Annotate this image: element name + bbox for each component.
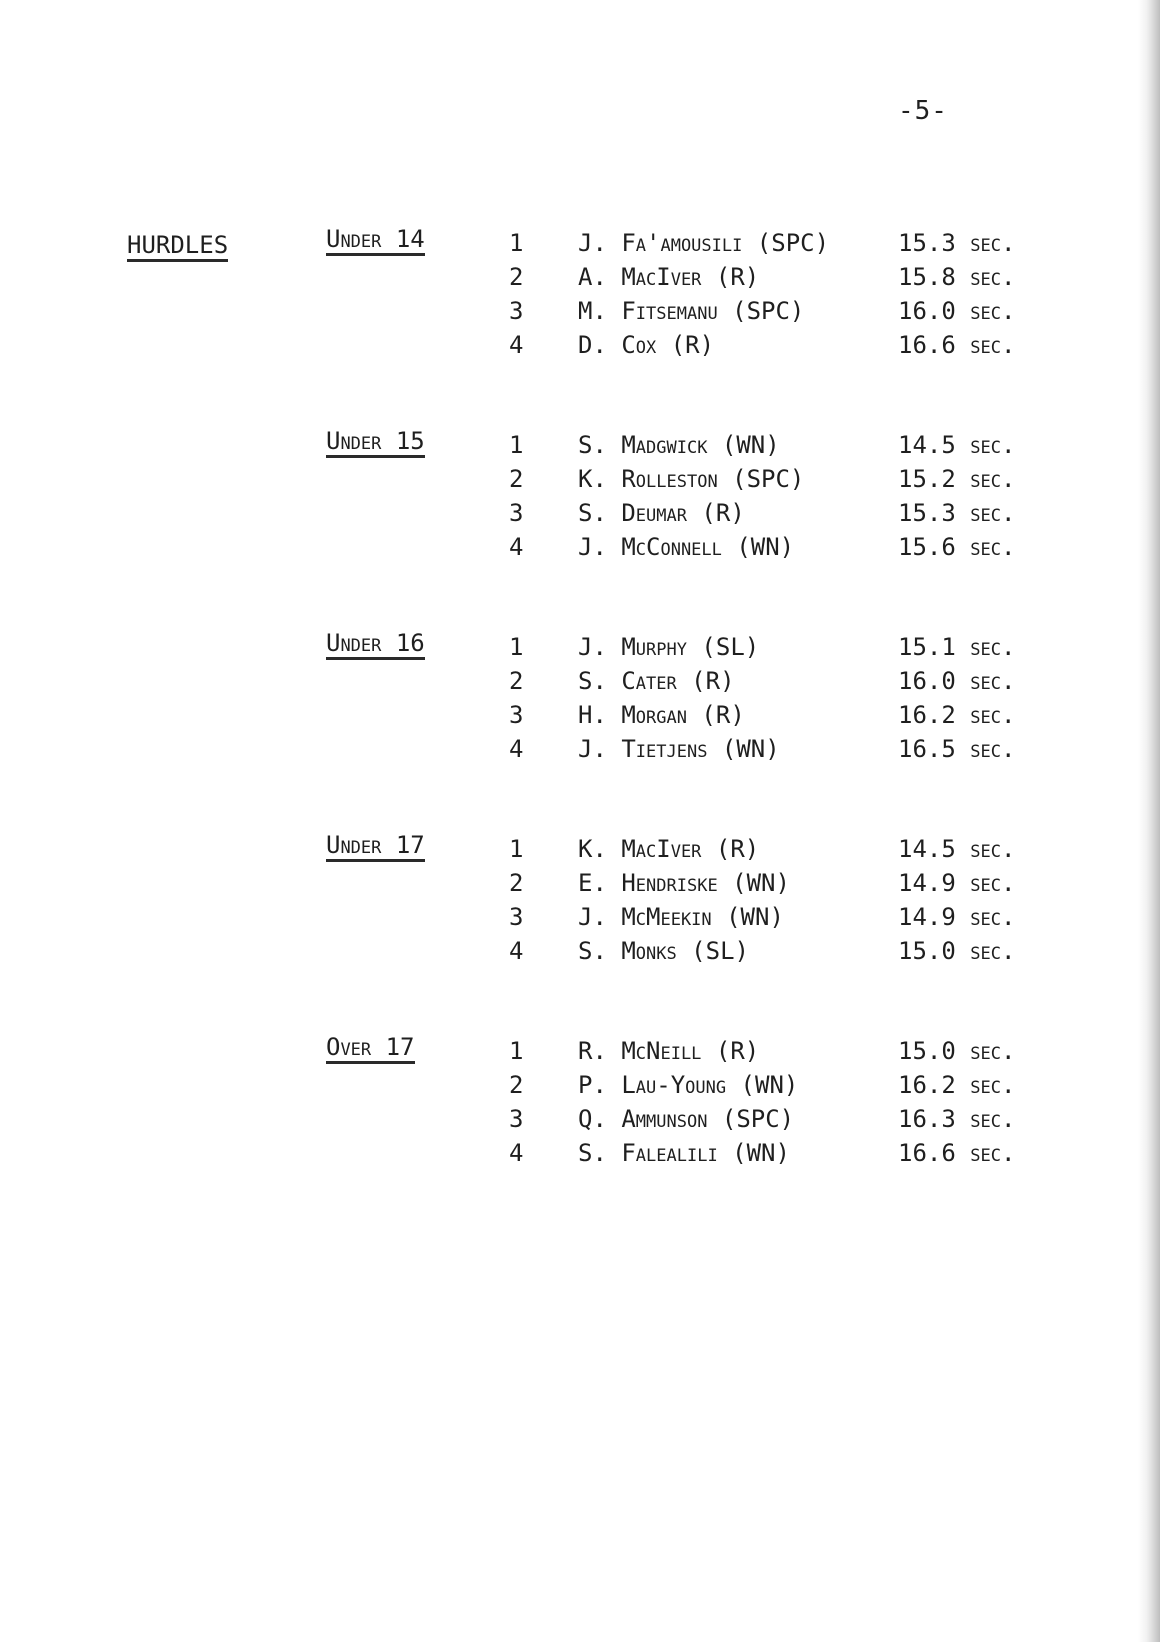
result-time: 16.0 sec. — [898, 667, 1016, 695]
athlete-name: J. Fa'amousili (SPC) — [578, 229, 830, 257]
result-row — [0, 832, 1100, 866]
result-row — [0, 226, 1100, 260]
result-time: 15.6 sec. — [898, 533, 1016, 561]
result-row — [0, 462, 1100, 496]
athlete-name: H. Morgan (R) — [578, 701, 745, 729]
athlete-name: P. Lau-Young (WN) — [578, 1071, 799, 1099]
result-row — [0, 1136, 1100, 1170]
result-rank: 1 — [509, 1037, 524, 1065]
result-time: 16.2 sec. — [898, 701, 1016, 729]
result-time: 15.3 sec. — [898, 499, 1016, 527]
result-rank: 3 — [509, 499, 524, 527]
result-time: 16.0 sec. — [898, 297, 1016, 325]
result-row — [0, 1068, 1100, 1102]
athlete-name: S. Deumar (R) — [578, 499, 745, 527]
result-rank: 4 — [509, 1139, 524, 1167]
result-time: 15.3 sec. — [898, 229, 1016, 257]
athlete-name: S. Madgwick (WN) — [578, 431, 780, 459]
result-rank: 3 — [509, 1105, 524, 1133]
result-row — [0, 260, 1100, 294]
result-time: 15.0 sec. — [898, 937, 1016, 965]
result-rank: 4 — [509, 735, 524, 763]
result-row — [0, 900, 1100, 934]
athlete-name: J. McConnell (WN) — [578, 533, 795, 561]
athlete-name: S. Falealili (WN) — [578, 1139, 790, 1167]
result-time: 16.3 sec. — [898, 1105, 1016, 1133]
athlete-name: R. McNeill (R) — [578, 1037, 760, 1065]
result-rank: 4 — [509, 937, 524, 965]
athlete-name: A. MacIver (R) — [578, 263, 760, 291]
result-time: 16.6 sec. — [898, 1139, 1016, 1167]
result-rank: 3 — [509, 903, 524, 931]
result-rank: 3 — [509, 701, 524, 729]
group-title: Under 17 — [326, 832, 425, 862]
result-row — [0, 934, 1100, 968]
result-time: 14.9 sec. — [898, 869, 1016, 897]
result-row — [0, 698, 1100, 732]
group-title: Over 17 — [326, 1034, 415, 1064]
page-edge-shadow — [1138, 0, 1160, 1642]
result-rank: 2 — [509, 263, 524, 291]
result-row — [0, 530, 1100, 564]
result-time: 15.8 sec. — [898, 263, 1016, 291]
result-rank: 3 — [509, 297, 524, 325]
athlete-name: S. Monks (SL) — [578, 937, 749, 965]
result-row — [0, 496, 1100, 530]
result-time: 14.5 sec. — [898, 835, 1016, 863]
group-title: Under 14 — [326, 226, 425, 256]
result-rank: 1 — [509, 431, 524, 459]
result-rank: 4 — [509, 533, 524, 561]
result-time: 14.9 sec. — [898, 903, 1016, 931]
result-rank: 1 — [509, 633, 524, 661]
result-row — [0, 866, 1100, 900]
result-row — [0, 1034, 1100, 1068]
result-row — [0, 328, 1100, 362]
result-rank: 2 — [509, 1071, 524, 1099]
athlete-name: S. Cater (R) — [578, 667, 735, 695]
result-time: 15.2 sec. — [898, 465, 1016, 493]
result-time: 16.6 sec. — [898, 331, 1016, 359]
athlete-name: Q. Ammunson (SPC) — [578, 1105, 795, 1133]
result-rank: 4 — [509, 331, 524, 359]
athlete-name: D. Cox (R) — [578, 331, 715, 359]
result-time: 16.2 sec. — [898, 1071, 1016, 1099]
result-time: 15.0 sec. — [898, 1037, 1016, 1065]
result-time: 14.5 sec. — [898, 431, 1016, 459]
event-title: HURDLES — [127, 232, 228, 262]
result-row — [0, 428, 1100, 462]
athlete-name: J. McMeekin (WN) — [578, 903, 784, 931]
result-row — [0, 630, 1100, 664]
athlete-name: J. Murphy (SL) — [578, 633, 760, 661]
group-title: Under 15 — [326, 428, 425, 458]
athlete-name: M. Fitsemanu (SPC) — [578, 297, 805, 325]
athlete-name: J. Tietjens (WN) — [578, 735, 780, 763]
result-time: 15.1 sec. — [898, 633, 1016, 661]
result-row — [0, 1102, 1100, 1136]
athlete-name: E. Hendriske (WN) — [578, 869, 790, 897]
result-rank: 2 — [509, 869, 524, 897]
page-number: -5- — [898, 96, 948, 126]
result-rank: 1 — [509, 229, 524, 257]
result-rank: 2 — [509, 465, 524, 493]
athlete-name: K. Rolleston (SPC) — [578, 465, 805, 493]
result-row — [0, 294, 1100, 328]
result-rank: 1 — [509, 835, 524, 863]
result-row — [0, 664, 1100, 698]
result-row — [0, 732, 1100, 766]
athlete-name: K. MacIver (R) — [578, 835, 760, 863]
group-title: Under 16 — [326, 630, 425, 660]
result-rank: 2 — [509, 667, 524, 695]
result-time: 16.5 sec. — [898, 735, 1016, 763]
